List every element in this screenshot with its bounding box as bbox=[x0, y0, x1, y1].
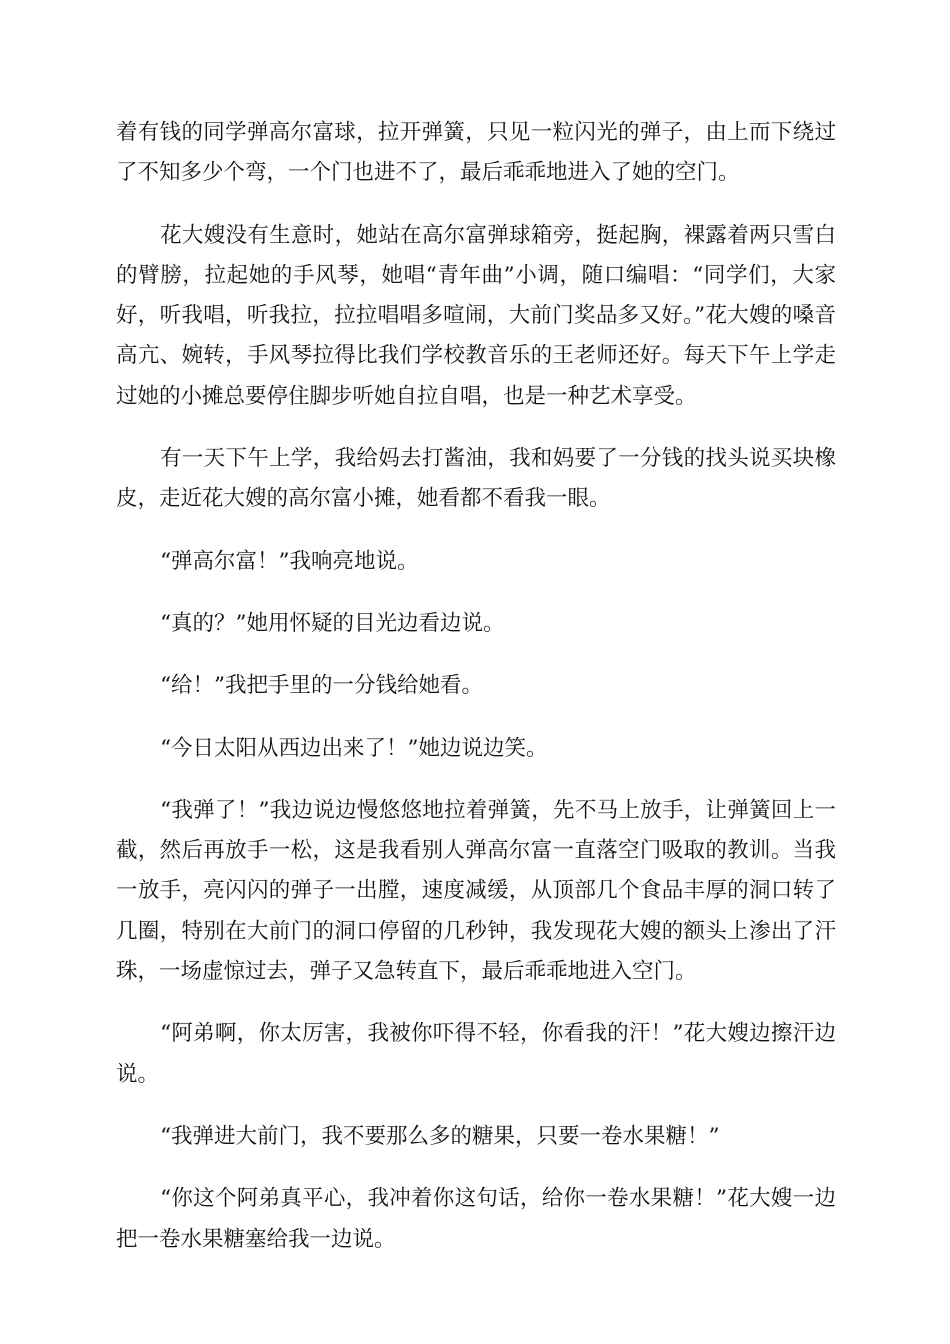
paragraph-6: “给！”我把手里的一分钱给她看。 bbox=[160, 673, 484, 699]
paragraph-1: 着有钱的同学弹高尔富球，拉开弹簧，只见一粒闪光的弹子，由上而下绕过了不知多少个弯，一个门也进不了，最后乖乖地进入了她的空门。 bbox=[116, 120, 836, 186]
paragraph-3: 有一天下午上学，我给妈去打酱油，我和妈要了一分钱的找头说买块橡皮，走近花大嫂的高尔富小摊，她看都不看我一眼。 bbox=[116, 446, 836, 512]
document-page bbox=[116, 113, 836, 1260]
paragraph-2: 花大嫂没有生意时，她站在高尔富弹球箱旁，挺起胸，裸露着两只雪白的臂膀，拉起她的手风琴，她唱“青年曲”小调，随口编唱：“同学们，大家好，听我唱，听我拉，拉拉唱唱多喧闹，大前门奖品多又好。”花大嫂的嗓音高亢、婉转，手风琴拉得比我们学校教音乐的王老师还好。每天下午上学走过她的小摊总要停住脚步听她自拉自唱，也是一种艺术享受。 bbox=[116, 222, 836, 409]
paragraph-7: “今日太阳从西边出来了！”她边说边笑。 bbox=[160, 735, 548, 761]
paragraph-5: “真的？”她用怀疑的目光边看边说。 bbox=[160, 610, 505, 636]
paragraph-8: “我弹了！”我边说边慢悠悠地拉着弹簧，先不马上放手，让弹簧回上一截，然后再放手一松，这是我看别人弹高尔富一直落空门吸取的教训。当我一放手，亮闪闪的弹子一出膛，速度减缓，从顶部几个食品丰厚的洞口转了几圈，特别在大前门的洞口停留的几秒钟，我发现花大嫂的额头上渗出了汗珠，一场虚惊过去，弹子又急转直下，最后乖乖地进入空门。 bbox=[116, 797, 836, 985]
paragraph-4: “弹高尔富！”我响亮地说。 bbox=[160, 548, 419, 574]
paragraph-9: “阿弟啊，你太厉害，我被你吓得不轻，你看我的汗！”花大嫂边擦汗边说。 bbox=[116, 1021, 836, 1087]
paragraph-11: “你这个阿弟真平心，我冲着你这句话，给你一卷水果糖！”花大嫂一边把一卷水果糖塞给我一边说。 bbox=[116, 1186, 836, 1252]
paragraph-10: “我弹进大前门，我不要那么多的糖果，只要一卷水果糖！” bbox=[160, 1123, 720, 1149]
